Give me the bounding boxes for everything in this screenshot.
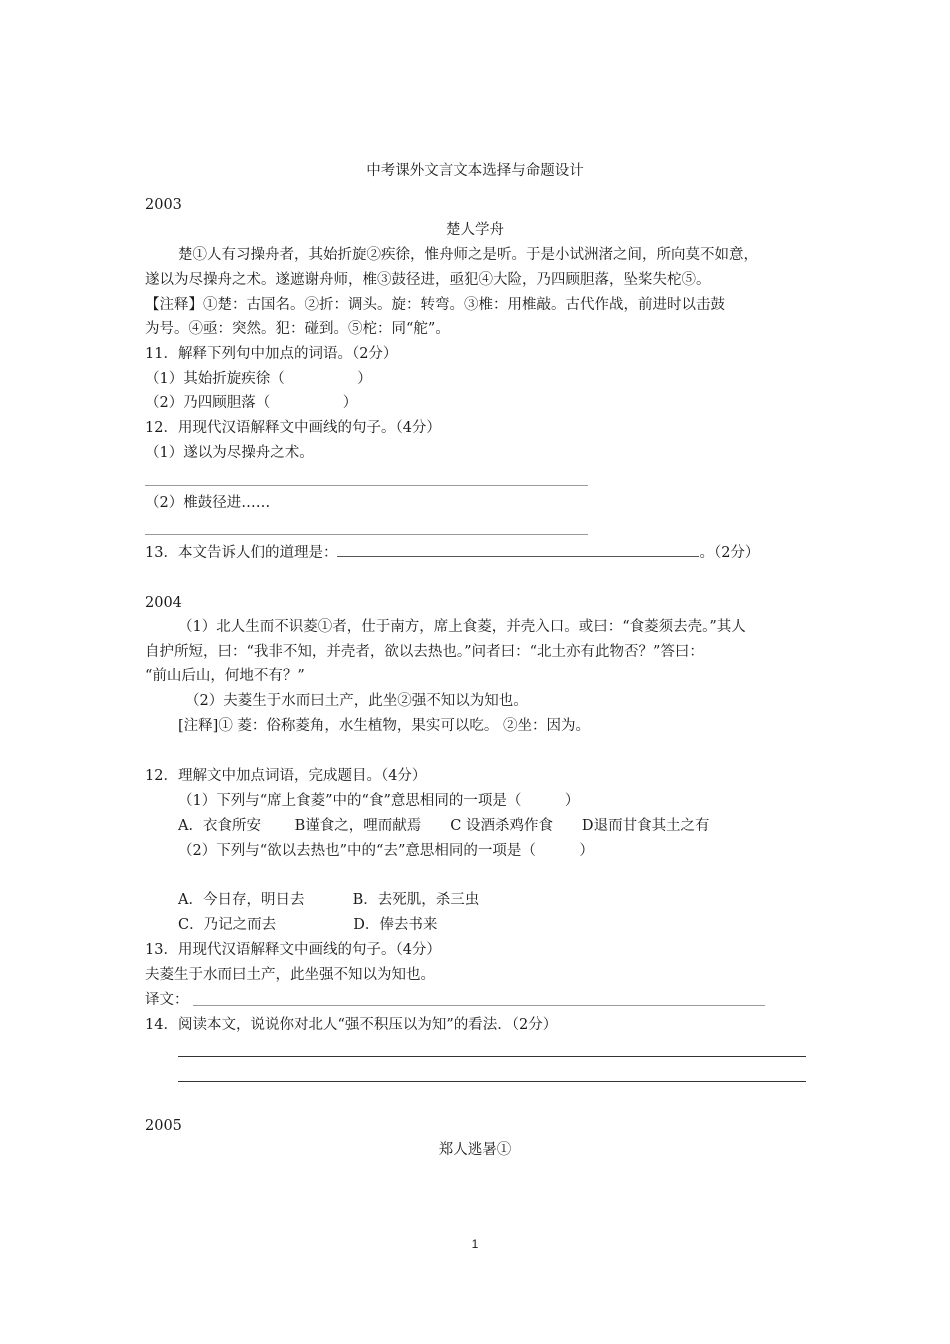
question-12: 12．用现代汉语解释文中画线的句子。（4分） bbox=[145, 420, 441, 436]
question-12-part-2: （2）椎鼓径进…… bbox=[145, 495, 271, 511]
question-13-text: 13．本文告诉人们的道理是： bbox=[145, 545, 338, 561]
question-13-score: 。（2分） bbox=[699, 545, 760, 561]
year-2005: 2005 bbox=[145, 1118, 182, 1134]
passage-line-2: 遂以为尽操舟之术。遂遮谢舟师，椎③鼓径进，亟犯④大险，乃四顾胆落，坠桨失柁⑤。 bbox=[145, 272, 711, 288]
note-line-2: 为号。④亟：突然。犯：碰到。⑤柁：同“舵”。 bbox=[145, 321, 450, 337]
question-13 bbox=[145, 542, 759, 563]
answer-blank-13 bbox=[337, 542, 699, 557]
note-2004: [注释]① 菱：俗称菱角，水生植物，果实可以吃。 ②坐：因为。 bbox=[178, 718, 591, 734]
year-2004: 2004 bbox=[145, 595, 182, 611]
question-12-2004-part-2-options-2: C．乃记之而去 D．俸去书来 bbox=[178, 917, 438, 933]
passage-2004-line-4: （2）夫菱生于水而曰土产，此坐②强不知以为知也。 bbox=[185, 693, 528, 709]
answer-line-14-2 bbox=[178, 1081, 806, 1082]
answer-line-12-1 bbox=[145, 485, 588, 486]
document-title: 中考课外文言文本选择与命题设计 bbox=[366, 163, 584, 179]
passage-2004-line-1: （1）北人生而不识菱①者，仕于南方，席上食菱，并壳入口。或曰：“食菱须去壳。”其人 bbox=[178, 619, 746, 635]
answer-line-14-1 bbox=[178, 1056, 806, 1057]
passage-2004-line-3: “前山后山，何地不有？” bbox=[145, 668, 305, 684]
year-2003: 2003 bbox=[145, 197, 182, 213]
translation-label: 译文： bbox=[145, 992, 189, 1008]
question-12-2004-part-2: （2）下列与“欲以去热也”中的“去”意思相同的一项是（ ） bbox=[178, 843, 594, 859]
question-11: 11．解释下列句中加点的词语。（2分） bbox=[145, 346, 398, 362]
question-11-part-1: （1）其始折旋疾徐（ ） bbox=[145, 371, 372, 387]
question-12-part-1: （1）遂以为尽操舟之术。 bbox=[145, 445, 314, 461]
passage-line-1: 楚①人有习操舟者，其始折旋②疾徐，惟舟师之是听。于是小试洲渚之间，所向莫不如意， bbox=[178, 247, 758, 263]
translation-answer-line bbox=[193, 1005, 765, 1006]
passage-2004-line-2: 自护所短，曰：“我非不知，并壳者，欲以去热也。”问者曰：“北土亦有此物否？”答曰： bbox=[145, 644, 704, 660]
question-12-2004-part-2-options-1: A．今日存，明日去 B．去死肌，杀三虫 bbox=[178, 892, 480, 908]
passage-title-2003: 楚人学舟 bbox=[446, 222, 504, 238]
question-12-2004-part-1-options: A．衣食所安 B谨食之，哩而献焉 C 设酒杀鸡作食 D退而甘食其土之有 bbox=[178, 818, 710, 834]
question-13-2004-sentence: 夫菱生于水而曰土产，此坐强不知以为知也。 bbox=[145, 967, 435, 983]
question-12-2004-part-1: （1）下列与“席上食菱”中的“食”意思相同的一项是（ ） bbox=[178, 793, 580, 809]
page-number: 1 bbox=[471, 1237, 479, 1251]
question-12-2004: 12．理解文中加点词语，完成题目。（4分） bbox=[145, 768, 427, 784]
question-14-2004: 14．阅读本文，说说你对北人“强不积压以为知”的看法．（2分） bbox=[145, 1017, 558, 1033]
question-11-part-2: （2）乃四顾胆落（ ） bbox=[145, 395, 358, 411]
question-13-2004: 13．用现代汉语解释文中画线的句子。（4分） bbox=[145, 942, 441, 958]
answer-line-12-2 bbox=[145, 534, 588, 535]
passage-title-2005: 郑人逃暑① bbox=[438, 1142, 512, 1158]
note-line-1: 【注释】①楚：古国名。②折：调头。旋：转弯。③椎：用椎敲。古代作战，前进时以击鼓 bbox=[145, 297, 725, 313]
